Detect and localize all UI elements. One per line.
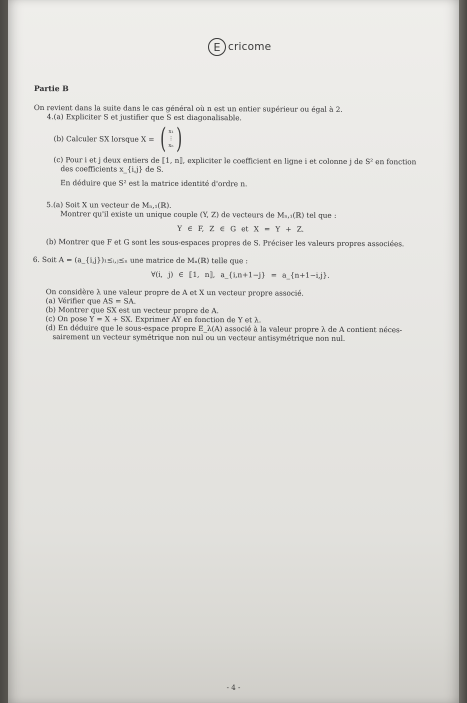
question-6-line1: 6. Soit A = (a_{i,j})₁≤ᵢ,ⱼ≤ₙ une matrice de Mₙ(ℝ) telle que :	[32, 255, 249, 266]
vector-entry: ⋮	[168, 135, 174, 142]
left-paren: (	[159, 122, 167, 156]
vector-x	[157, 122, 184, 156]
question-5b: (b) Montrer que F et G sont les sous-espaces propres de S. Préciser les valeurs propres associées.	[46, 237, 405, 249]
question-6a: (a) Vérifier que AS = SA.	[45, 296, 137, 307]
question-4c-line1: (c) Pour i et j deux entiers de ⟦1, n⟧, expliciter le coefficient en ligne i et colonne j de S² en fonction	[53, 155, 417, 167]
ecricome-logo	[208, 37, 271, 57]
vector-entry: x₁	[168, 128, 174, 136]
question-6b: (b) Montrer que SX est un vecteur propre de A.	[45, 305, 219, 316]
question-6-intro: On considère λ une valeur propre de A et X un vecteur propre associé.	[45, 287, 304, 299]
question-5a-line1: 5.(a) Soit X un vecteur de Mₙ,₁(ℝ).	[46, 200, 172, 211]
ecricome-logo-text: cricome	[228, 41, 272, 53]
exam-content	[32, 84, 449, 344]
vector-x-entries	[168, 129, 173, 150]
part-title: Partie B	[33, 84, 69, 94]
question-4c-line2: des coefficients x_{i,j} de S.	[60, 164, 164, 175]
question-6d-line2: sairement un vecteur symétrique non nul ou un vecteur antisymétrique non nul.	[52, 332, 346, 344]
exam-page	[8, 0, 459, 703]
question-4a: 4.(a) Expliciter S et justifier que S est diagonalisable.	[46, 112, 242, 123]
question-5a-line2: Montrer qu'il existe un unique couple (Y, Z) de vecteurs de Mₙ,₁(ℝ) tel que :	[60, 209, 337, 221]
page-number: - 4 -	[226, 684, 241, 692]
intro-text: On revient dans la suite dans le cas général où n est un entier supérieur ou égal à 2.	[33, 103, 343, 115]
question-4b-label: (b) Calculer SX lorsque X =	[53, 134, 155, 144]
vector-entry: xₙ	[168, 142, 174, 149]
right-paren: )	[176, 122, 183, 156]
question-6c: (c) On pose Y = X + SX. Exprimer AY en fonction de Y et λ.	[45, 314, 262, 325]
ecricome-logo-mark-icon: E	[208, 38, 226, 56]
question-4b	[34, 121, 449, 158]
question-4c-line3: En déduire que S² est la matrice identité d'ordre n.	[60, 178, 248, 189]
question-5a-display: Y ∈ F, Z ∈ G et X = Y + Z.	[177, 224, 304, 235]
question-6-display: ∀(i, j) ∈ ⟦1, n⟧, a_{i,n+1−j} = a_{n+1−i,j}.	[151, 270, 330, 281]
question-6d-line1: (d) En déduire que le sous-espace propre E_λ(A) associé à la valeur propre λ de A contient néces-	[45, 323, 403, 335]
